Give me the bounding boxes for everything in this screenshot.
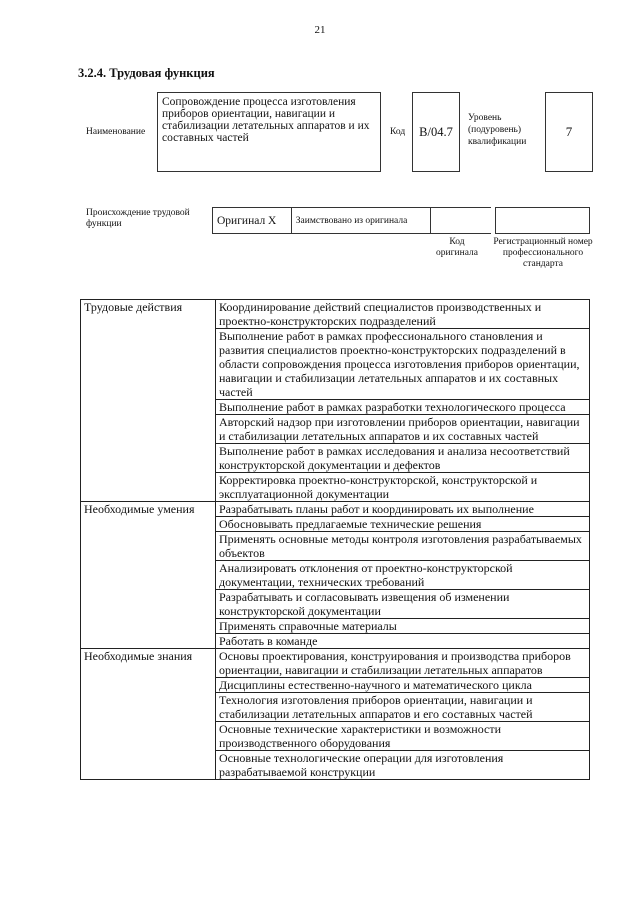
category-cell-empty xyxy=(81,693,216,722)
labor-function-table xyxy=(80,299,590,780)
table-row xyxy=(81,300,590,329)
item-cell: Выполнение работ в рамках разработки технологического процесса xyxy=(216,400,590,415)
table-row xyxy=(81,590,590,619)
code-original-label: Код оригинала xyxy=(436,237,478,258)
item-cell: Корректировка проектно-конструкторской, конструкторской и эксплуатационной документации xyxy=(216,473,590,502)
item-cell: Обосновывать предлагаемые технические решения xyxy=(216,517,590,532)
item-cell: Авторский надзор при изготовлении приборов ориентации, навигации и стабилизации летательных аппаратов и их составных частей xyxy=(216,415,590,444)
category-cell-empty xyxy=(81,415,216,444)
item-cell: Разрабатывать и согласовывать извещения об изменении конструкторской документации xyxy=(216,590,590,619)
origin-borrowed-cell: Заимствовано из оригинала xyxy=(292,207,432,234)
table-row xyxy=(81,329,590,400)
origin-row xyxy=(212,207,590,234)
origin-registration-cell xyxy=(495,207,590,234)
registration-number-label: Регистрационный номер профессионального стандарта xyxy=(493,237,593,269)
table-row xyxy=(81,722,590,751)
category-cell-empty xyxy=(81,590,216,619)
category-cell-empty xyxy=(81,751,216,780)
labor-function-table-body xyxy=(81,300,590,780)
table-row xyxy=(81,678,590,693)
qualification-level-label xyxy=(468,112,540,148)
origin-code-cell xyxy=(431,207,491,234)
table-row xyxy=(81,532,590,561)
table-row xyxy=(81,561,590,590)
category-cell-empty xyxy=(81,561,216,590)
category-cell-empty xyxy=(81,329,216,400)
table-row xyxy=(81,649,590,678)
category-cell-empty xyxy=(81,634,216,649)
name-label: Наименование xyxy=(86,127,146,137)
item-cell: Технология изготовления приборов ориентации, навигации и стабилизации летательных аппаратов и его составных частей xyxy=(216,693,590,722)
table-row xyxy=(81,517,590,532)
page-number: 21 xyxy=(314,24,326,36)
table-row xyxy=(81,693,590,722)
table-row xyxy=(81,473,590,502)
category-cell: Необходимые знания xyxy=(81,649,216,678)
category-cell-empty xyxy=(81,678,216,693)
item-cell: Применять справочные материалы xyxy=(216,619,590,634)
table-row xyxy=(81,444,590,473)
origin-label: Происхождение трудовой функции xyxy=(86,208,190,229)
table-row xyxy=(81,400,590,415)
item-cell: Основные технологические операции для изготовления разрабатываемой конструкции xyxy=(216,751,590,780)
table-row xyxy=(81,751,590,780)
table-row xyxy=(81,634,590,649)
table-row xyxy=(81,502,590,517)
category-cell-empty xyxy=(81,517,216,532)
table-row xyxy=(81,415,590,444)
origin-original-cell: Оригинал X xyxy=(212,207,292,234)
item-cell: Основные технические характеристики и возможности производственного оборудования xyxy=(216,722,590,751)
category-cell-empty xyxy=(81,473,216,502)
table-row xyxy=(81,619,590,634)
item-cell: Дисциплины естественно-научного и математического цикла xyxy=(216,678,590,693)
item-cell: Разрабатывать планы работ и координировать их выполнение xyxy=(216,502,590,517)
section-title: 3.2.4. Трудовая функция xyxy=(78,66,215,80)
code-label: Код xyxy=(390,127,406,137)
item-cell: Выполнение работ в рамках профессионального становления и развития специалистов проектно-конструкторских подразделений в области сопровождения процесса изготовления приборов ориентации, навигации и стабилизации летательных аппаратов и их составных частей xyxy=(216,329,590,400)
category-cell-empty xyxy=(81,619,216,634)
function-code-field: B/04.7 xyxy=(412,92,460,172)
item-cell: Выполнение работ в рамках исследования и анализа несоответствий конструкторской документации и дефектов xyxy=(216,444,590,473)
item-cell: Применять основные методы контроля изготовления разрабатываемых объектов xyxy=(216,532,590,561)
qualification-level-label-text: Уровень (подуровень) квалификации xyxy=(468,113,527,147)
item-cell: Анализировать отклонения от проектно-конструкторской документации, технических требований xyxy=(216,561,590,590)
category-cell-empty xyxy=(81,532,216,561)
category-cell-empty xyxy=(81,444,216,473)
item-cell: Основы проектирования, конструирования и производства приборов ориентации, навигации и стабилизации летательных аппаратов xyxy=(216,649,590,678)
category-cell-empty xyxy=(81,400,216,415)
item-cell: Работать в команде xyxy=(216,634,590,649)
qualification-level-field: 7 xyxy=(545,92,593,172)
item-cell: Координирование действий специалистов производственных и проектно-конструкторских подразделений xyxy=(216,300,590,329)
category-cell: Необходимые умения xyxy=(81,502,216,517)
category-cell-empty xyxy=(81,722,216,751)
category-cell: Трудовые действия xyxy=(81,300,216,329)
function-name-field: Сопровождение процесса изготовления приборов ориентации, навигации и стабилизации летательных аппаратов и их составных частей xyxy=(157,92,381,172)
